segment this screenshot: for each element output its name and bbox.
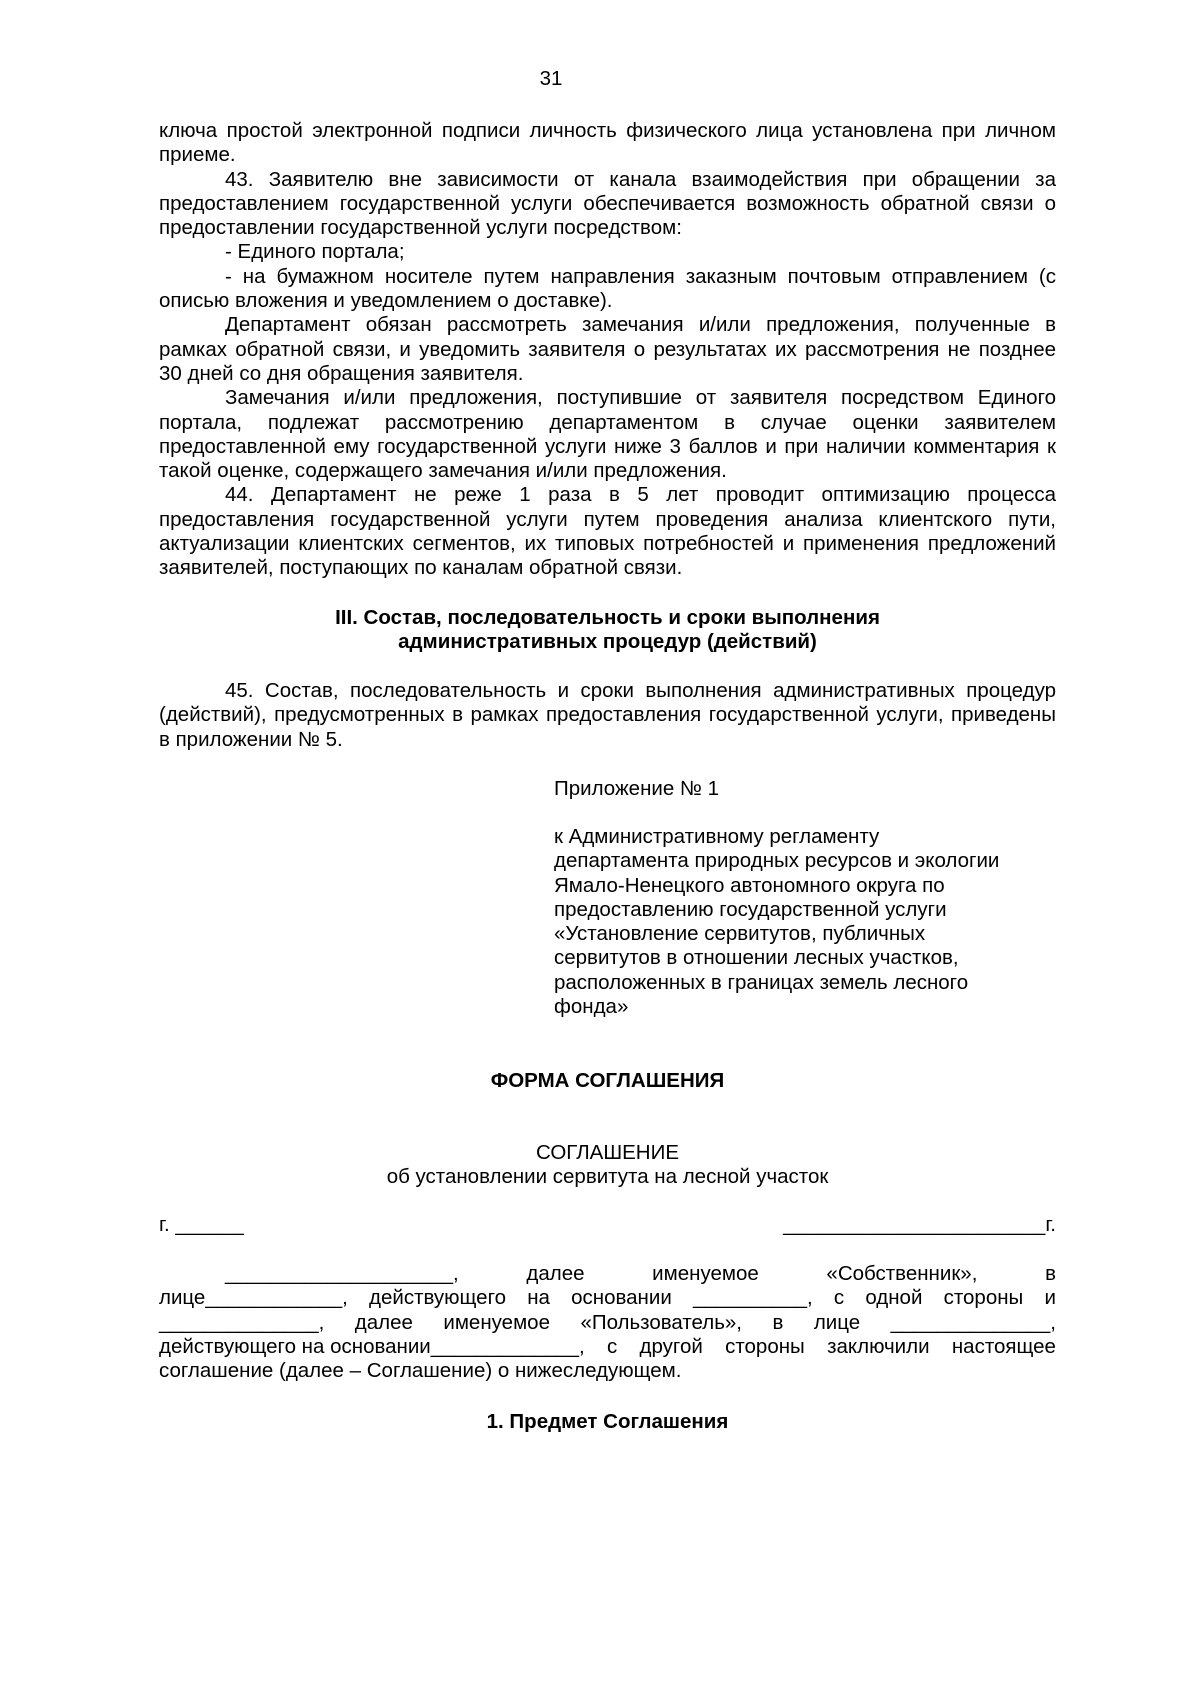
paragraph: Замечания и/или предложения, поступившие от заявителя посредством Единого портала, подлежат рассмотрению департаментом в случае оценки заявителем предоставленной ему государственной услуги ниже 3 баллов и при наличии комментария к такой оценке, содержащего замечания и/или предложения.	[159, 386, 1056, 483]
appendix-title-block	[554, 777, 1074, 801]
parties-line: действующего на основании_____________, с другой стороны заключили настоящее	[159, 1334, 1056, 1358]
parties-line: лице____________, действующего на основании __________, с одной стороны и	[159, 1286, 1056, 1310]
body-paragraphs-top	[159, 119, 1056, 581]
paragraph-45-block	[159, 679, 1056, 752]
agreement-title: СОГЛАШЕНИЕ	[535, 1141, 680, 1164]
page-number: 31	[539, 67, 563, 90]
appendix-title: Приложение № 1	[554, 777, 720, 800]
parties-line: ____________________, далее именуемое «Собственник», в	[225, 1262, 1056, 1285]
paragraph: 43. Заявителю вне зависимости от канала взаимодействия при обращении за предоставлением государственной услуги обеспечивается возможность обратной связи о предоставлении государственной услуги посредством:	[159, 167, 1056, 240]
paragraph: - на бумажном носителе путем направления заказным почтовым отправлением (с описью вложения и уведомлением о доставке).	[159, 264, 1056, 313]
appendix-line: департамента природных ресурсов и экологии	[554, 849, 1000, 873]
parties-line: соглашение (далее – Соглашение) о нижеследующем.	[159, 1359, 682, 1383]
appendix-line: предоставлению государственной услуги	[554, 897, 947, 921]
parties-line: ______________, далее именуемое «Пользователь», в лице ______________,	[159, 1310, 1056, 1334]
appendix-line: Ямало-Ненецкого автономного округа по	[554, 873, 945, 897]
paragraph-45: 45. Состав, последовательность и сроки выполнения административных процедур (действий), предусмотренных в рамках предоставления государственной услуги, приведены в приложении № 5.	[159, 679, 1056, 751]
appendix-line: сервитутов в отношении лесных участков,	[554, 946, 959, 970]
form-heading: ФОРМА СОГЛАШЕНИЯ	[490, 1069, 725, 1092]
paragraph: ключа простой электронной подписи личность физического лица установлена при личном приеме.	[159, 119, 1056, 167]
appendix-reference	[554, 825, 1074, 1019]
appendix-line: к Административному регламенту	[554, 825, 880, 848]
section-3-heading-line-2: административных процедур (действий)	[398, 630, 817, 654]
appendix-line: «Установление сервитутов, публичных	[554, 922, 926, 946]
city-blank: г. ______	[159, 1213, 244, 1236]
date-blank: _______________________г.	[783, 1213, 1056, 1236]
paragraph: 44. Департамент не реже 1 раза в 5 лет проводит оптимизацию процесса предоставления государственной услуги путем проведения анализа клиентского пути, актуализации клиентских сегментов, их типовых потребностей и применения предложений заявителей, поступающих по каналам обратной связи.	[159, 483, 1056, 580]
date-line	[159, 1213, 1056, 1239]
section-3-heading-line-1: III. Состав, последовательность и сроки выполнения	[335, 606, 880, 629]
paragraph: Департамент обязан рассмотреть замечания и/или предложения, полученные в рамках обратной связи, и уведомить заявителя о результатах их рассмотрения не позднее 30 дней со дня обращения заявителя.	[159, 313, 1056, 385]
parties-paragraph	[159, 1262, 1056, 1383]
paragraph: - Единого портала;	[225, 240, 405, 264]
appendix-line: фонда»	[554, 995, 629, 1019]
appendix-line: расположенных в границах земель лесного	[554, 970, 969, 994]
section-1-heading: 1. Предмет Соглашения	[486, 1410, 729, 1433]
agreement-subtitle: об установлении сервитута на лесной участок	[386, 1165, 829, 1188]
section-3-heading	[159, 606, 1056, 655]
